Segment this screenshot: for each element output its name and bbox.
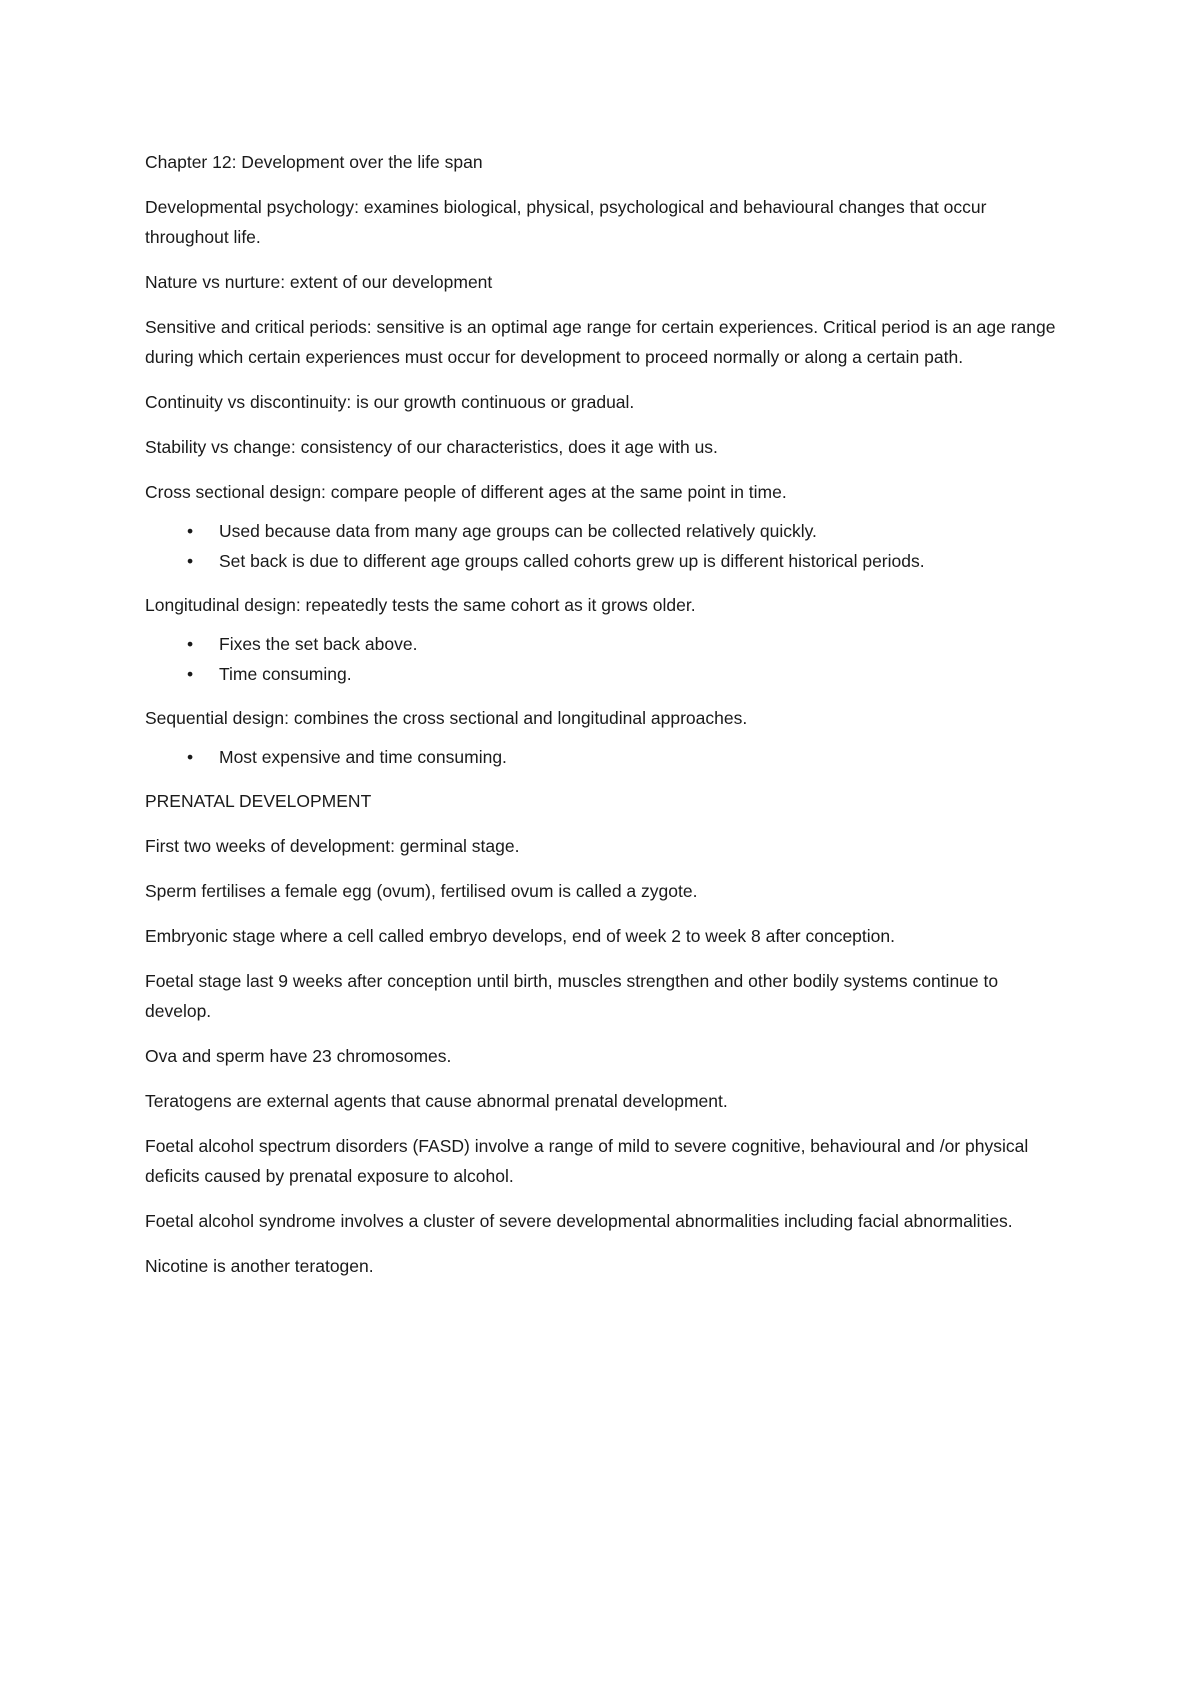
bullet-icon: • [187,634,194,654]
paragraph: Teratogens are external agents that cause abnormal prenatal development. [145,1091,728,1111]
paragraph: First two weeks of development: germinal stage. [145,836,520,856]
bullet-list [145,629,1065,689]
paragraph: Stability vs change: consistency of our characteristics, does it age with us. [145,437,718,457]
paragraph: Sensitive and critical periods: sensitive is an optimal age range for certain experiences. Critical period is an age range during which certain experiences must occur for development to proceed normally or along a certain path. [145,317,1056,367]
paragraph: Foetal alcohol spectrum disorders (FASD) involve a range of mild to severe cognitive, behavioural and /or physical deficits caused by prenatal exposure to alcohol. [145,1136,1029,1186]
list-item-text: Time consuming. [219,664,352,684]
list-item [145,742,1065,772]
paragraph: Ova and sperm have 23 chromosomes. [145,1046,452,1066]
bullet-icon: • [187,551,194,571]
paragraph: Sequential design: combines the cross sectional and longitudinal approaches. [145,708,748,728]
paragraph: Developmental psychology: examines biological, physical, psychological and behavioural changes that occur throughout life. [145,197,987,247]
document-body [145,147,1065,1296]
list-item [145,516,1065,546]
paragraph: Continuity vs discontinuity: is our growth continuous or gradual. [145,392,635,412]
paragraph: Embryonic stage where a cell called embryo develops, end of week 2 to week 8 after conception. [145,926,895,946]
list-item-text: Most expensive and time consuming. [219,747,507,767]
document-title: Chapter 12: Development over the life span [145,152,483,172]
list-item [145,659,1065,689]
paragraph: Sperm fertilises a female egg (ovum), fertilised ovum is called a zygote. [145,881,698,901]
list-item-text: Set back is due to different age groups called cohorts grew up is different historical periods. [219,551,925,571]
paragraph: Foetal stage last 9 weeks after conception until birth, muscles strengthen and other bodily systems continue to develop. [145,971,999,1021]
paragraph: Foetal alcohol syndrome involves a cluster of severe developmental abnormalities including facial abnormalities. [145,1211,1013,1231]
document-blocks [145,192,1065,1281]
bullet-icon: • [187,664,194,684]
paragraph: PRENATAL DEVELOPMENT [145,791,372,811]
paragraph: Cross sectional design: compare people of different ages at the same point in time. [145,482,787,502]
paragraph: Longitudinal design: repeatedly tests the same cohort as it grows older. [145,595,696,615]
paragraph: Nature vs nurture: extent of our development [145,272,493,292]
bullet-icon: • [187,747,194,767]
list-item [145,546,1065,576]
paragraph: Nicotine is another teratogen. [145,1256,374,1276]
bullet-list [145,742,1065,772]
list-item-text: Fixes the set back above. [219,634,418,654]
list-item [145,629,1065,659]
bullet-icon: • [187,521,194,541]
list-item-text: Used because data from many age groups can be collected relatively quickly. [219,521,817,541]
bullet-list [145,516,1065,576]
